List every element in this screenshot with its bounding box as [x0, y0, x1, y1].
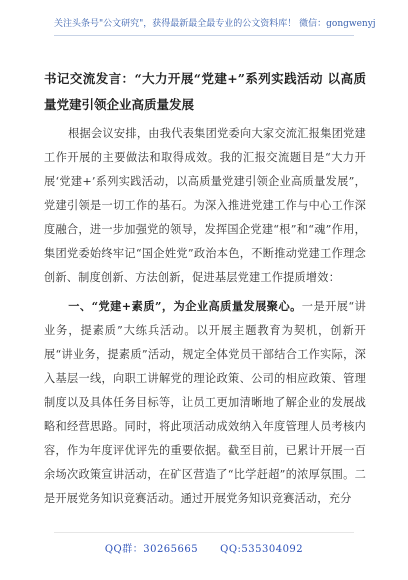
- paragraph-2: [44, 294, 366, 511]
- footer-divider: [54, 532, 354, 533]
- paragraph-2-text: 一是开展“讲业务，提素质”大练兵活动。以开展主题教育为契机，创新开展“讲业务，提素质”活动，规定全体党员干部结合工作实际，深入基层一线，向职工讲解党的理论政策、公司的相应政策、管理制度以及具体任务目标等，让员工更加清晰地了解企业的发展战略和经营思路。同时，将此项活动成效纳入年度管理人员考核内容，作为年度评优评先的重要依据。截至目前，已累计开展一百余场次政策宣讲活动，在矿区营造了“比学赶超”的浓厚氛围。二是开展党务知识竞赛活动。通过开展党务知识竞赛活动，充分: [44, 300, 366, 505]
- document-title: 书记交流发言：“大力开展“党建+”系列实践活动 以高质量党建引领企业高质量发展: [44, 71, 366, 112]
- qq-group-contact: QQ群：30265665: [104, 544, 199, 555]
- section-heading: 一、“党建+素质”，为企业高质量发展聚心。: [68, 299, 302, 313]
- paragraph-1: [44, 122, 366, 290]
- paragraph-1-text: 根据会议安排，由我代表集团党委向大家交流汇报集团党建工作开展的主要做法和取得成效。我的汇报交流题目是“大力开展‘党建+’系列实践活动，以高质量党建引领企业高质量发展”，党建引领是一切工作的基石。为深入推进党建工作与中心工作深度融合，进一步加强党的领导，发挥国企党建“根”和“魂”作用，集团党委始终牢记“国企姓党”政治本色，不断推动党建工作理念创新、制度创新、方法创新，促进基层党建工作提质增效：: [44, 127, 366, 284]
- qq-contact: QQ:535304092: [220, 544, 304, 555]
- header-banner: 关注头条号"公文研究"，获得最新最全最专业的公文资料库！ 微信：gongwenyj: [54, 16, 354, 36]
- footer-contact: [0, 540, 408, 555]
